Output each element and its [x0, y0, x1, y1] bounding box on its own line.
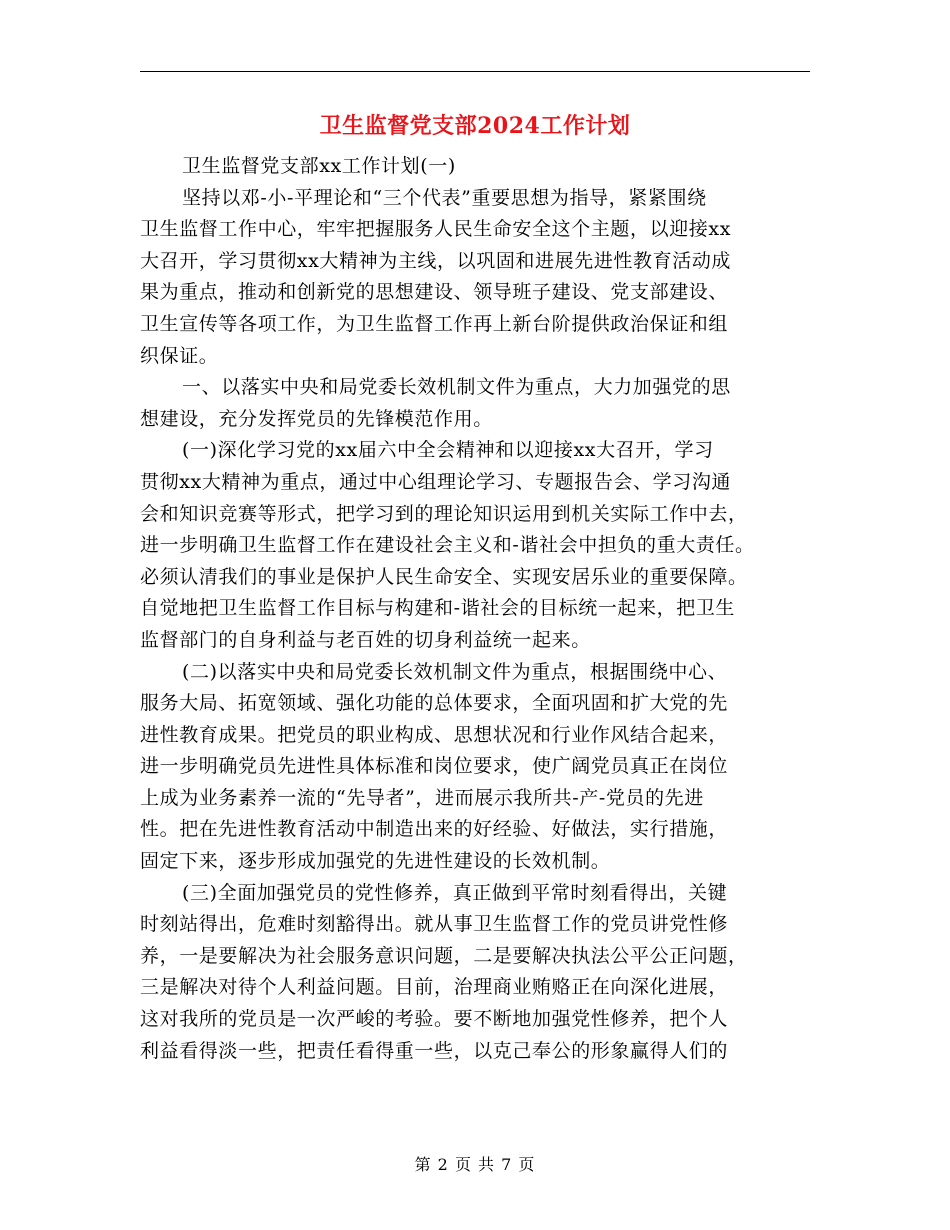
- document-body: [140, 151, 810, 1067]
- paragraph-line: 大召开，学习贯彻xx大精神为主线，以巩固和进展先进性教育活动成: [140, 249, 732, 272]
- paragraph-line: 时刻站得出，危难时刻豁得出。就从事卫生监督工作的党员讲党性修: [140, 913, 729, 936]
- paragraph-line: 贯彻xx大精神为重点，通过中心组理论学习、专题报告会、学习沟通: [140, 470, 732, 493]
- paragraph-line: (一)深化学习党的xx届六中全会精神和以迎接xx大召开，学习: [182, 439, 714, 462]
- paragraph: [140, 878, 810, 1068]
- paragraph-line: 服务大局、拓宽领域、强化功能的总体要求，全面巩固和扩大党的先: [140, 692, 729, 715]
- page-number: 第 2 页 共 7 页: [414, 1155, 536, 1174]
- paragraph-line: 上成为业务素养一流的“先导者”，进而展示我所共-产-党员的先进: [140, 786, 704, 809]
- paragraph-line: 卫生监督党支部xx工作计划(一): [182, 155, 456, 177]
- paragraph-line: 会和知识竞赛等形式，把学习到的理论知识运用到机关实际工作中去，: [140, 502, 748, 525]
- header-rule: [140, 71, 810, 72]
- paragraph-line: 自觉地把卫生监督工作目标与构建和-谐社会的目标统一起来，把卫生: [140, 597, 736, 620]
- paragraph: [140, 183, 810, 373]
- paragraph-line: 必须认清我们的事业是保护人民生命安全、实现安居乐业的重要保障。: [140, 565, 748, 588]
- paragraph-line: 性。把在先进性教育活动中制造出来的好经验、好做法，实行措施，: [140, 818, 729, 841]
- paragraph-line: 这对我所的党员是一次严峻的考验。要不断地加强党性修养，把个人: [140, 1008, 729, 1031]
- paragraph-line: 固定下来，逐步形成加强党的先进性建设的长效机制。: [140, 850, 611, 873]
- paragraph-line: 卫生监督工作中心，牢牢把握服务人民生命安全这个主题，以迎接xx: [140, 218, 732, 241]
- paragraph: [140, 657, 810, 878]
- paragraph-line: 卫生宣传等各项工作，为卫生监督工作再上新台阶提供政治保证和组: [140, 312, 729, 335]
- paragraph-line: (三)全面加强党员的党性修养，真正做到平常时刻看得出，关键: [182, 881, 728, 904]
- paragraph: [140, 372, 810, 435]
- paragraph-line: 进一步明确党员先进性具体标准和岗位要求，使广阔党员真正在岗位: [140, 755, 729, 778]
- paragraph: [140, 151, 810, 183]
- paragraph-line: 养，一是要解决为社会服务意识问题，二是要解决执法公平公正问题，: [140, 944, 748, 967]
- paragraph-line: 监督部门的自身利益与老百姓的切身利益统一起来。: [140, 628, 591, 651]
- paragraph-line: (二)以落实中央和局党委长效机制文件为重点，根据围绕中心、: [182, 660, 728, 683]
- paragraph-line: 果为重点，推动和创新党的思想建设、领导班子建设、党支部建设、: [140, 281, 729, 304]
- paragraph-line: 进性教育成果。把党员的职业构成、思想状况和行业作风结合起来，: [140, 723, 729, 746]
- paragraph-line: 进一步明确卫生监督工作在建设社会主义和-谐社会中担负的重大责任。: [140, 534, 755, 557]
- paragraph: [140, 435, 810, 656]
- paragraph-line: 利益看得淡一些，把责任看得重一些，以克己奉公的形象赢得人们的: [140, 1039, 729, 1062]
- paragraph-line: 想建设，充分发挥党员的先锋模范作用。: [140, 407, 493, 430]
- paragraph-line: 坚持以邓-小-平理论和“三个代表”重要思想为指导，紧紧围绕: [182, 186, 707, 209]
- document-title: 卫生监督党支部2024工作计划: [319, 113, 631, 139]
- paragraph-line: 三是解决对待个人利益问题。目前，治理商业贿赂正在向深化进展，: [140, 976, 729, 999]
- paragraph-line: 织保证。: [140, 344, 219, 367]
- paragraph-line: 一、以落实中央和局党委长效机制文件为重点，大力加强党的思: [182, 376, 731, 399]
